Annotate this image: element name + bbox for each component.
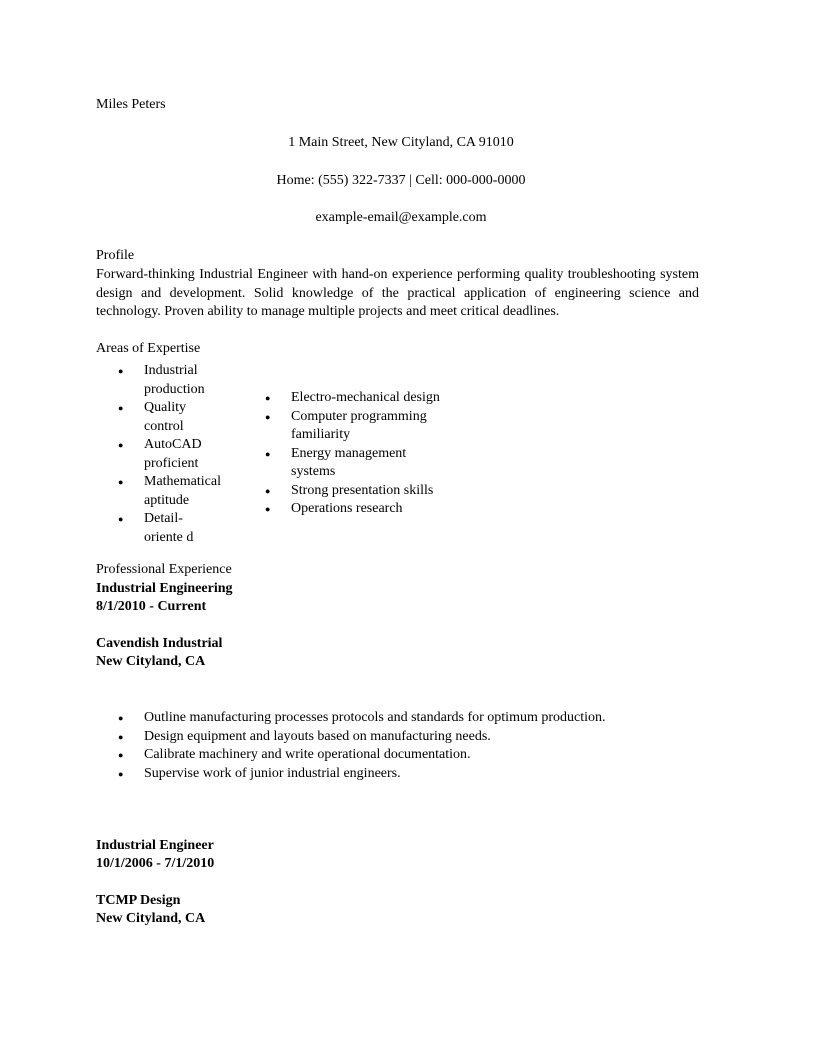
- list-item: ● Electro-mechanical design: [291, 389, 451, 408]
- list-item: ● Outline manufacturing processes protocols and standards for optimum production.: [144, 709, 714, 728]
- job-location: New Cityland, CA: [96, 911, 206, 926]
- job-dates: 8/1/2010 - Current: [96, 599, 207, 614]
- job-title: Industrial Engineer: [96, 838, 214, 853]
- bullet-icon: ●: [118, 731, 124, 742]
- list-item: ● Energy management systems: [265, 445, 407, 479]
- job-company: Cavendish Industrial: [96, 636, 223, 651]
- job-duties: [118, 709, 714, 783]
- job-title: Industrial Engineering: [96, 581, 233, 596]
- bullet-icon: ●: [265, 485, 271, 496]
- list-item: ● Quality control: [118, 400, 186, 434]
- list-item: ● Detail-oriente d: [118, 511, 194, 545]
- list-item: ● Computer programming familiarity: [265, 408, 427, 442]
- bullet-icon: ●: [118, 477, 124, 487]
- expertise-heading: Areas of Expertise: [96, 341, 201, 356]
- list-item: ● AutoCAD proficient: [118, 437, 202, 471]
- bullet-icon: ●: [265, 448, 271, 459]
- list-item: ● Supervise work of junior industrial engineers.: [144, 765, 714, 784]
- list-item: ● Mathematical aptitude: [118, 474, 221, 508]
- bullet-icon: ●: [118, 403, 124, 413]
- job-company: TCMP Design: [96, 893, 181, 908]
- address-line: 1 Main Street, New Cityland, CA 91010: [288, 135, 514, 150]
- profile-heading: Profile: [96, 248, 135, 263]
- bullet-icon: ●: [118, 713, 124, 723]
- bullet-icon: ●: [118, 440, 124, 450]
- list-item: ● Design equipment and layouts based on manufacturing needs.: [144, 728, 714, 747]
- bullet-icon: ●: [118, 514, 124, 524]
- bullet-icon: ●: [118, 750, 124, 760]
- job-location: New Cityland, CA: [96, 654, 206, 669]
- bullet-icon: ●: [265, 393, 271, 403]
- list-item: ● Industrial production: [118, 363, 205, 397]
- expertise-column-2: [265, 389, 451, 519]
- job-dates: 10/1/2006 - 7/1/2010: [96, 856, 215, 871]
- bullet-icon: ●: [118, 768, 124, 779]
- phone-line: Home: (555) 322-7337 | Cell: 000-000-0000: [276, 173, 526, 188]
- bullet-icon: ●: [265, 504, 271, 514]
- profile-text: Forward-thinking Industrial Engineer with hand-on experience performing quality troubleshooting system design and development. Solid knowledge of the practical application of engineering science and technology. Proven ability to manage multiple projects and meet critical deadlines.: [96, 267, 699, 319]
- email-line: example-email@example.com: [315, 210, 487, 225]
- bullet-icon: ●: [265, 411, 271, 422]
- bullet-icon: ●: [118, 366, 124, 376]
- experience-heading: Professional Experience: [96, 562, 232, 577]
- list-item: ● Operations research: [291, 500, 451, 519]
- expertise-column-1: [118, 362, 221, 547]
- list-item: ● Strong presentation skills: [291, 482, 451, 501]
- list-item: ● Calibrate machinery and write operational documentation.: [144, 746, 714, 765]
- candidate-name: Miles Peters: [96, 97, 166, 112]
